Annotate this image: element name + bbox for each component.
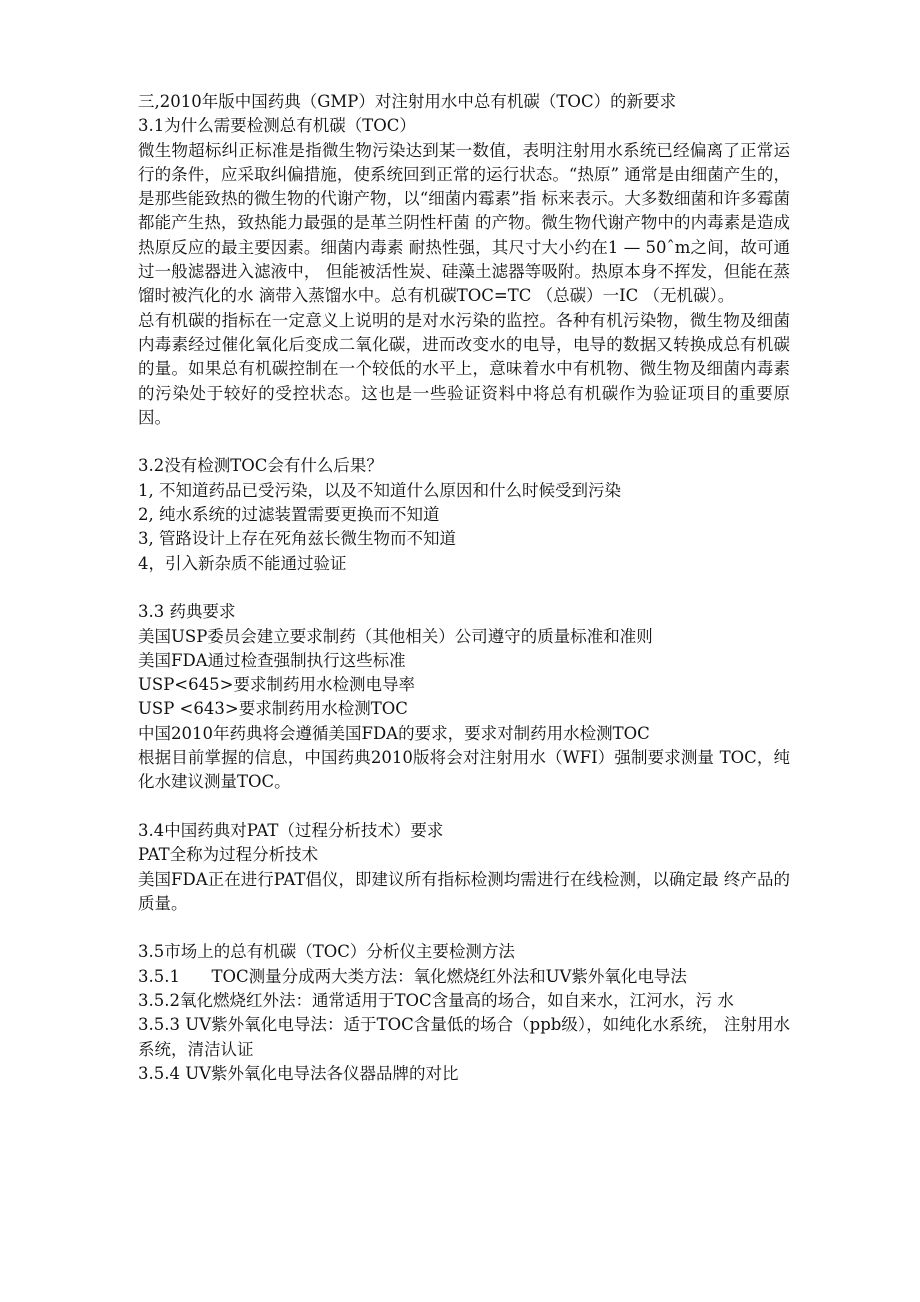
subsection-3-3-heading: 3.3 药典要求 [138, 602, 236, 622]
spacer [138, 795, 790, 819]
text-line: PAT全称为过程分析技术 [138, 845, 319, 865]
text-line: 3.5.1 TOC测量分成两大类方法：氧化燃烧红外法和UV紫外氧化电导法 [138, 966, 687, 986]
text-line: 中国2010年药典将会遵循美国FDA的要求，要求对制药用水检测TOC [138, 723, 650, 743]
list-item: 3, 管路设计上存在死角兹长微生物而不知道 [138, 529, 456, 549]
section-heading: 三,2010年版中国药典（GMP）对注射用水中总有机碳（TOC）的新要求 [138, 92, 677, 111]
subsection-3-5-heading: 3.5市场上的总有机碳（TOC）分析仪主要检测方法 [138, 942, 515, 962]
text-line: USP <643>要求制药用水检测TOC [138, 699, 408, 719]
text-line: 3.5.3 UV紫外氧化电导法：适于TOC含量低的场合（ppb级），如纯化水系统， 注射用水系统，清洁认证 [138, 1015, 790, 1059]
subsection-3-4-heading: 3.4中国药典对PAT（过程分析技术）要求 [138, 820, 444, 840]
list-item: 4，引入新杂质不能通过验证 [138, 553, 347, 573]
document-body [138, 90, 790, 1086]
text-line: 根据目前掌握的信息，中国药典2010版将会对注射用水（WFI）强制要求测量 TOC，纯化水建议测量TOC。 [138, 748, 790, 792]
text-line: 美国FDA通过检查强制执行这些标准 [138, 650, 406, 670]
text-line: 3.5.4 UV紫外氧化电导法各仪器品牌的对比 [138, 1063, 459, 1083]
list-item: 1, 不知道药品已受污染，以及不知道什么原因和什么时候受到污染 [138, 480, 621, 500]
text-line: 3.5.2氧化燃烧红外法：通常适用于TOC含量高的场合，如自来水，江河水，污 水 [138, 990, 734, 1010]
spacer [138, 576, 790, 600]
text-line: 美国FDA正在进行PAT倡仪，即建议所有指标检测均需进行在线检测，以确定最 终产品的质量。 [138, 869, 790, 913]
subsection-3-2-heading: 3.2没有检测TOC会有什么后果？ [138, 456, 383, 476]
spacer [138, 916, 790, 940]
text-line: 美国USP委员会建立要求制药（其他相关）公司遵守的质量标准和准则 [138, 626, 653, 646]
spacer [138, 430, 790, 454]
subsection-3-1-heading: 3.1为什么需要检测总有机碳（TOC） [138, 116, 416, 136]
subsection-3-1-paragraph-2: 总有机碳的指标在一定意义上说明的是对水污染的监控。各种有机污染物，微生物及细菌内毒素经过催化氧化后变成二氧化碳，进而改变水的电导，电导的数据又转换成总有机碳的量。如果总有机碳控制在一个较低的水平上，意味着水中有机物、微生物及细菌内毒素的污染处于较好的受控状态。这也是一些验证资料中将总有机碳作为验证项目的重要原因。 [138, 310, 790, 427]
subsection-3-1-paragraph-1: 微生物超标纠正标准是指微生物污染达到某一数值，表明注射用水系统已经偏离了正常运行的条件，应采取纠偏措施，使系统回到正常的运行状态。“热原” 通常是由细菌产生的，是那些能致热的微生物的代谢产物，以“细菌内霉素”指 标来表示。大多数细菌和许多霉菌都能产生热，致热能力最强的是革兰阴性杆菌 的产物。微生物代谢产物中的内毒素是造成热原反应的最主要因素。细菌内毒素 耐热性强，其尺寸大小约在1 — 50ˆm之间，故可通过一般滤器进入滤液中， 但能被活性炭、硅藻土滤器等吸附。热原本身不挥发，但能在蒸馏时被汽化的水 滴带入蒸馏水中。总有机碳TOC=TC （总碳）一IC （无机碳）。 [138, 140, 790, 306]
list-item: 2, 纯水系统的过滤装置需要更换而不知道 [138, 505, 440, 525]
text-line: USP<645>要求制药用水检测电导率 [138, 675, 415, 695]
